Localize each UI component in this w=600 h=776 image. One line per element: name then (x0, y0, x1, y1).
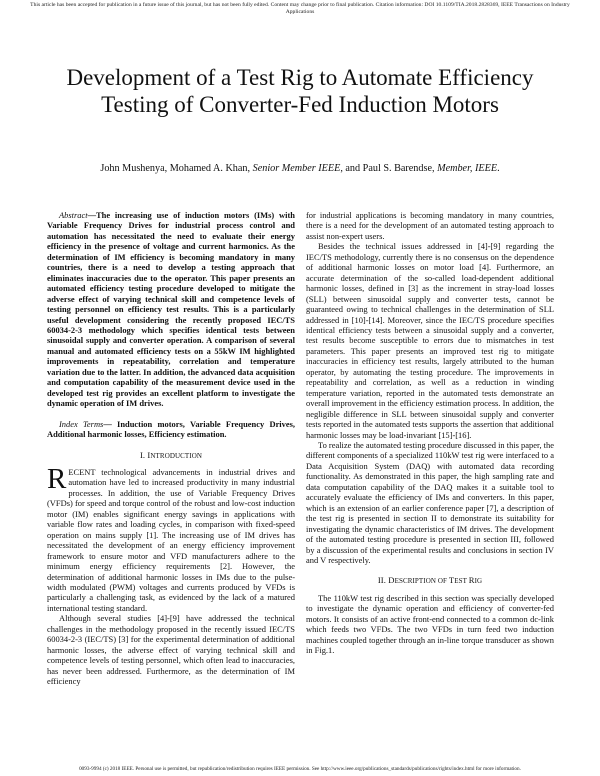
right-paragraph-2: To realize the automated testing procedure discussed in this paper, the different components of a specialized 110kW test rig were interfaced to a Data Acquisition System (DAQ) with automated data recording functionality. As demonstrated in this paper, the high sampling rate and data computation capability of the DAQ makes it a suitable tool to accurately evaluate the efficiency of IMs and converters. In this paper, which is an extension of an earlier conference paper [7], a description of the test rig is presented in section II to demonstrate its suitability for investigating the dynamic characteristics of IM drives. The development of the automated testing procedure is presented in section III, followed by a discussion of the experimental results and conclusions in section IV and V respectively. (306, 439, 554, 565)
intro-paragraph-2: Although several studies [4]-[9] have addressed the technical challenges in the methodology proposed in the recently issued IEC/TS 60034-2-3 (IEC/TS) [3] for the experimental determination of additional harmonic losses, the adverse effect of varying technical skill and competence levels of testing personnel, which often lead to inaccuracies, has never been addressed. Furthermore, as the determination of IM efficiency (47, 613, 295, 687)
index-terms-label: Index Terms (59, 418, 104, 429)
left-column (47, 210, 295, 686)
right-paragraph-3: The 110kW test rig described in this section was specially developed to investigate the dynamic operation and efficiency of converter-fed motors. It consists of an active front-end connected to a common dc-link which feeds two VFDs. The two VFDs in turn feed two induction machines coupled together through an in-line torque transducer as shown in Fig.1. (306, 592, 554, 656)
right-paragraph-1: Besides the technical issues addressed in [4]-[9] regarding the IEC/TS methodology, currently there is no consensus on the dependence of additional harmonic losses on motor load [4]. Furthermore, an accurate determination of the so-called load-dependent additional harmonic losses, defined in [3] as the increment in stray-load losses (SLL) between sinusoidal supply and converter tests, cannot be guaranteed owing to technical challenges in the determination of SLL addressed in [10]-[14]. Moreover, since the IEC/TS procedure specifies identical efficiency tests between a sinusoidal supply and a converter, test results become susceptible to errors due to mismatches in test parameters. This paper presents an improved test rig to mitigate inaccuracies in efficiency test results, largely attributed to the human operator, by automating the testing procedure. The improvements in repeatability and correlation, as well as a reduction in winding temperature variation, reported in the automated tests demonstrate an overall improvement in the efficiency estimation process. In addition, the negligible difference in SLL between sinusoidal supply and converter tests reported in the automated tests supports the assertion that additional harmonic losses may be load-invariant [15]-[16]. (306, 241, 554, 440)
intro-paragraph-1: RECENT technological advancements in industrial drives and automation have led to increased productivity in many industrial processes. In addition, the use of Variable Frequency Drives (VFDs) for speed and torque control of the robust and low-cost induction motor (IM) enables significant energy savings in applications with variable flow rates and loading cycles, in comparison with fixed-speed operation on mains supply [1]. The increasing use of IM drives has necessitated the development of an energy efficiency improvement framework to ensure motor and VFD manufacturers adhere to the minimum energy efficiency requirements [2]. However, the determination of additional harmonic losses in IMs due to the pulse-width modulated (PWM) voltages and currents produced by VFDs is particularly a challenging task, as evidenced by the lack of a matured international testing standard. (47, 462, 295, 613)
index-terms-text: — Induction motors, Variable Frequency Drives, Additional harmonic losses, Efficiency estimation. (47, 418, 296, 440)
section-heading-introduction: I. INTRODUCTION (139, 449, 203, 460)
right-paragraph-continued: for industrial applications is becoming mandatory in many countries, there is a need for the development of an automated testing approach to assist non-expert users. (306, 210, 554, 241)
author-names-2: , and Paul S. Barendse, (340, 163, 435, 174)
right-column (306, 210, 554, 656)
author-names-1: John Mushenya, Mohamed A. Khan, (100, 163, 251, 174)
journal-header-note: This article has been accepted for publication in a future issue of this journal, but has not been fully edited. Content may change prior to final publication. Citation information: DOI 10.1109/TIA.2018.2828369, IEEE Transactions on Industry Applications (30, 2, 570, 15)
author-title-1: Senior Member IEEE (252, 163, 341, 174)
section-heading-test-rig: II. DESCRIPTION OF TEST RIG (377, 575, 483, 586)
drop-cap: R (47, 462, 67, 495)
author-title-2: Member, IEEE (437, 163, 498, 174)
index-terms (47, 419, 295, 440)
author-line-end: . (497, 163, 500, 174)
abstract-label: Abstract (59, 210, 88, 220)
paper-title: Development of a Test Rig to Automate Efficiency Testing of Converter-Fed Induction Motors (66, 65, 534, 117)
copyright-footer: 0093-9994 (c) 2018 IEEE. Personal use is permitted, but republication/redistribution requires IEEE permission. See http://www.ieee.org/publications_standards/publications/rights/index.html for more information. (79, 766, 521, 772)
abstract (47, 210, 295, 409)
abstract-text: —The increasing use of induction motors (IMs) with Variable Frequency Drives for industrial process control and automation has necessitated the need to evaluate their energy efficiency in the presence of voltage and current harmonics. As the determination of IM efficiency is becoming mandatory in many countries, there is a need to develop a testing approach that eliminates inaccuracies due to the operator. This paper presents an automated efficiency testing procedure developed to mitigate the adverse effect of varying technical skill and competence levels of testing personnel on efficiency test results. This is a particularly useful development considering the recently proposed IEC/TS 60034-2-3 methodology which specifies identical tests between sinusoidal supply and converter operation. A comparison of several manual and automated efficiency tests on a 55kW IM highlighted improvements in repeatability, correlation and temperature variation due to the latter. In addition, the advanced data acquisition and computation capability of the measurement device used in the developed test rig provides an excellent platform to investigate the dynamic operation of IM drives. (47, 210, 295, 409)
author-line (40, 162, 560, 175)
